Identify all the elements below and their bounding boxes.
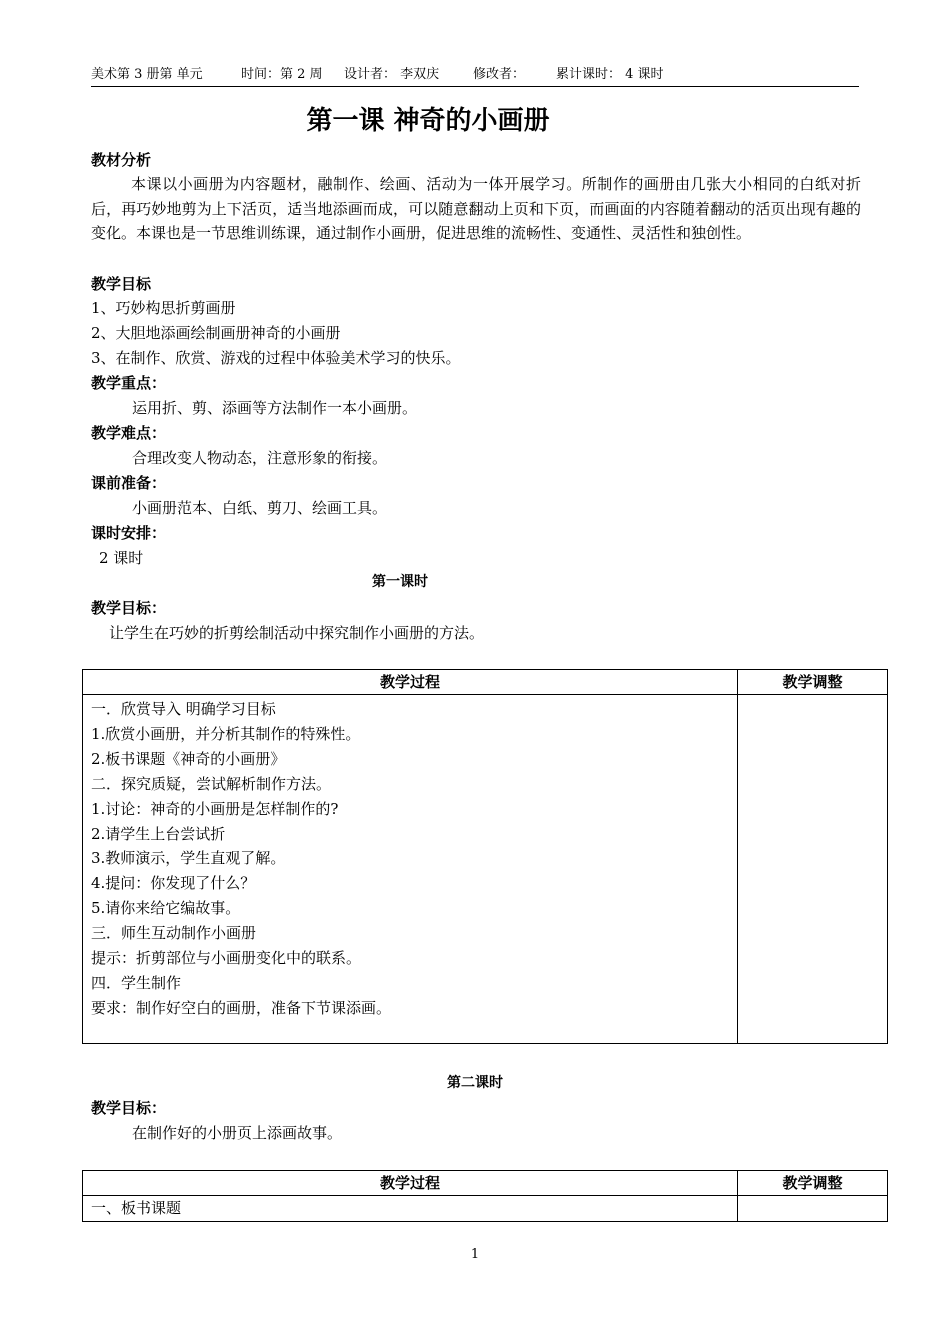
process-step: 一、板书课题 xyxy=(91,1199,182,1217)
lesson1-process-table xyxy=(82,669,888,1044)
lesson2-goal-text: 在制作好的小册页上添画故事。 xyxy=(132,1124,343,1142)
lesson1-goal-heading: 教学目标： xyxy=(91,599,167,617)
adjust-cell xyxy=(738,695,888,1044)
header-cumulative: 累计课时： 4 课时 xyxy=(556,67,664,82)
col-header-adjust: 教学调整 xyxy=(738,670,888,695)
lesson1-title: 第一课时 xyxy=(372,574,428,590)
process-step: 三．师生互动制作小画册 xyxy=(91,924,257,943)
goal-item: 1、巧妙构思折剪画册 xyxy=(91,299,236,317)
goal-item: 2、大胆地添画绘制画册神奇的小画册 xyxy=(91,324,341,342)
goals-heading: 教学目标 xyxy=(91,275,152,293)
process-cell xyxy=(83,695,738,1044)
lesson2-process-table xyxy=(82,1170,888,1222)
preparation-heading: 课前准备： xyxy=(91,474,167,492)
focus-heading: 教学重点： xyxy=(91,374,167,392)
col-header-adjust: 教学调整 xyxy=(738,1171,888,1196)
process-step: 1.讨论：神奇的小画册是怎样制作的? xyxy=(91,799,339,818)
process-step: 3.教师演示，学生直观了解。 xyxy=(91,849,286,868)
focus-text: 运用折、剪、添画等方法制作一本小画册。 xyxy=(132,399,418,417)
schedule-text: 2 课时 xyxy=(99,549,144,567)
goal-item: 3、在制作、欣赏、游戏的过程中体验美术学习的快乐。 xyxy=(91,349,461,367)
process-step: 1.欣赏小画册，并分析其制作的特殊性。 xyxy=(91,724,361,743)
lesson2-title: 第二课时 xyxy=(447,1075,503,1091)
process-cell xyxy=(83,1196,738,1222)
page-number: 1 xyxy=(470,1247,480,1262)
lesson1-goal-text: 让学生在巧妙的折剪绘制活动中探究制作小画册的方法。 xyxy=(109,624,485,642)
header-time: 时间：第 2 周 xyxy=(241,67,323,82)
difficulty-text: 合理改变人物动态，注意形象的衔接。 xyxy=(132,449,388,467)
page-title: 第一课 神奇的小画册 xyxy=(306,106,550,136)
process-step: 2.请学生上台尝试折 xyxy=(91,824,226,843)
process-step: 要求：制作好空白的画册，准备下节课添画。 xyxy=(91,998,392,1017)
adjust-cell xyxy=(738,1196,888,1222)
process-step: 四．学生制作 xyxy=(91,973,182,992)
process-step: 一．欣赏导入 明确学习目标 xyxy=(91,700,276,718)
col-header-process: 教学过程 xyxy=(83,670,738,695)
process-step: 2.板书课题《神奇的小画册》 xyxy=(91,749,286,768)
col-header-process: 教学过程 xyxy=(83,1171,738,1196)
analysis-text: 本课以小画册为内容题材，融制作、绘画、活动为一体开展学习。所制作的画册由几张大小相同的白纸对折后，再巧妙地剪为上下活页，适当地添画而成，可以随意翻动上页和下页，而画面的内容随着翻动的活页出现有趣的变化。本课也是一节思维训练课，通过制作小画册，促进思维的流畅性、变通性、灵活性和独创性。 xyxy=(91,175,861,243)
difficulty-heading: 教学难点： xyxy=(91,424,167,442)
process-step: 4.提问：你发现了什么？ xyxy=(91,874,256,893)
process-step: 二．探究质疑，尝试解析制作方法。 xyxy=(91,774,332,793)
header-modifier: 修改者： xyxy=(473,67,526,82)
schedule-heading: 课时安排： xyxy=(91,524,167,542)
header-book: 美术第 3 册第 单元 xyxy=(91,67,203,82)
analysis-heading: 教材分析 xyxy=(91,151,152,169)
preparation-text: 小画册范本、白纸、剪刀、绘画工具。 xyxy=(132,499,388,517)
page-header xyxy=(91,66,859,87)
lesson2-goal-heading: 教学目标： xyxy=(91,1099,167,1117)
header-designer: 设计者： 李双庆 xyxy=(344,67,440,82)
process-step: 提示：折剪部位与小画册变化中的联系。 xyxy=(91,949,362,968)
process-step: 5.请你来给它编故事。 xyxy=(91,899,241,918)
